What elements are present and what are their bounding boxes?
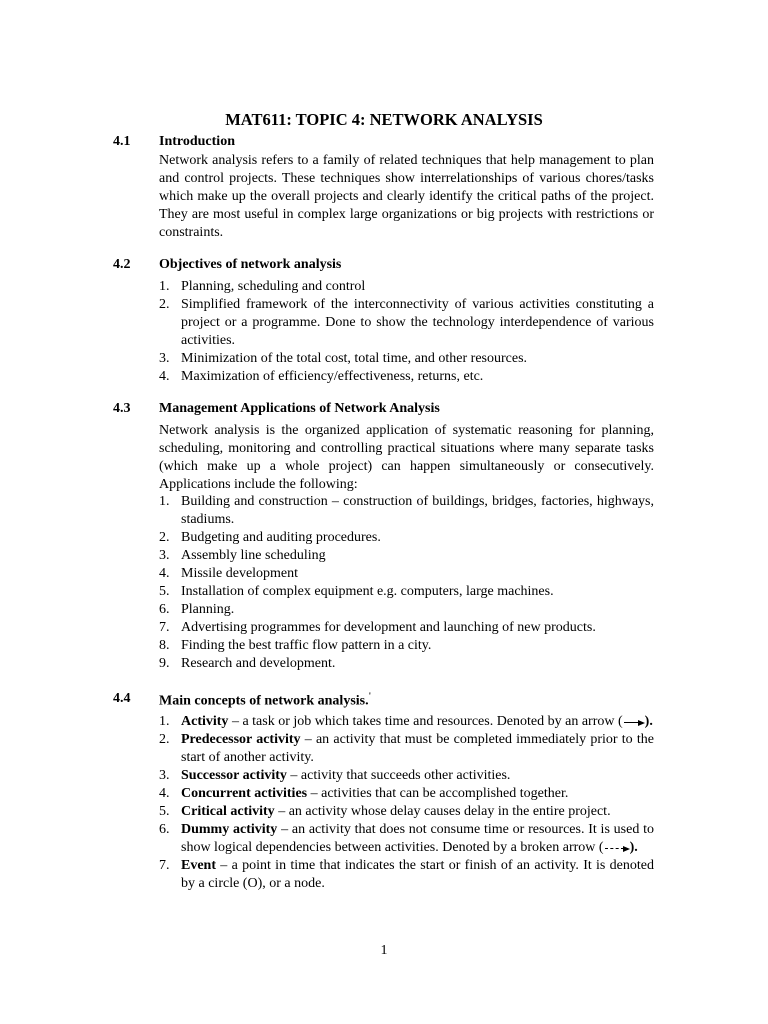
section-number: 4.3 xyxy=(113,401,131,416)
list-number: 2. xyxy=(159,732,170,747)
applications-list xyxy=(159,493,654,673)
applications-paragraph: Network analysis is the organized application of systematic reasoning for planning, scheduling, monitoring and controlling practical situations where many separate tasks (which make up a whole project) can happen simultaneously or consecutively. Applications include the following: xyxy=(159,423,654,492)
list-item xyxy=(159,296,654,350)
concept-definition: – an activity that must be completed immediately prior to the start of another activity. xyxy=(181,732,654,765)
list-number: 4. xyxy=(159,786,170,801)
list-item xyxy=(159,713,654,731)
list-item xyxy=(159,278,654,296)
list-number: 1. xyxy=(159,279,170,294)
list-item xyxy=(159,493,654,529)
concepts-list xyxy=(159,713,654,893)
list-item xyxy=(159,529,654,547)
section-number: 4.1 xyxy=(113,134,131,149)
concept-definition: – an activity whose delay causes delay in the entire project. xyxy=(274,804,611,819)
list-text: Installation of complex equipment e.g. computers, large machines. xyxy=(181,584,554,599)
section-title: Management Applications of Network Analysis xyxy=(159,401,440,416)
concept-term: Dummy activity xyxy=(181,822,278,837)
list-number: 7. xyxy=(159,858,170,873)
section-title xyxy=(159,691,371,710)
list-item xyxy=(159,785,654,803)
list-number: 2. xyxy=(159,530,170,545)
list-number: 2. xyxy=(159,297,170,312)
list-text: Assembly line scheduling xyxy=(181,548,326,563)
list-item xyxy=(159,767,654,785)
list-item xyxy=(159,857,654,893)
list-number: 3. xyxy=(159,548,170,563)
page-title: MAT611: TOPIC 4: NETWORK ANALYSIS xyxy=(225,110,543,129)
list-number: 5. xyxy=(159,584,170,599)
concept-definition: – activity that succeeds other activities. xyxy=(286,768,511,783)
list-item xyxy=(159,583,654,601)
objectives-list xyxy=(159,278,654,386)
list-number: 6. xyxy=(159,822,170,837)
list-item xyxy=(159,565,654,583)
section-title-text: Main concepts of network analysis. xyxy=(159,693,369,709)
concept-definition: – an activity that does not consume time or resources. It is used to show logical dependencies between activities. Denoted by a broken arrow ( xyxy=(181,822,654,855)
list-item xyxy=(159,368,654,386)
list-text: Advertising programmes for development and launching of new products. xyxy=(181,620,596,635)
list-item xyxy=(159,655,654,673)
section-title: Introduction xyxy=(159,134,235,149)
list-text: Planning. xyxy=(181,602,235,617)
concept-tail: ). xyxy=(629,840,638,855)
list-item xyxy=(159,803,654,821)
concept-term: Successor activity xyxy=(181,768,287,783)
list-text: Building and construction – construction of buildings, bridges, factories, highways, stadiums. xyxy=(181,494,654,527)
section-number: 4.2 xyxy=(113,257,131,272)
list-text: Finding the best traffic flow pattern in a city. xyxy=(181,638,432,653)
dashed-arrow-icon xyxy=(604,841,630,851)
concept-tail: ). xyxy=(644,714,653,729)
list-item xyxy=(159,731,654,767)
concept-term: Activity xyxy=(181,714,229,729)
list-item xyxy=(159,619,654,637)
concept-definition: – a point in time that indicates the start or finish of an activity. It is denoted by a circle (O), or a node. xyxy=(181,858,654,891)
list-text: Research and development. xyxy=(181,656,336,671)
list-text: Planning, scheduling and control xyxy=(181,279,366,294)
list-text: Minimization of the total cost, total time, and other resources. xyxy=(181,351,528,366)
section-title: Objectives of network analysis xyxy=(159,257,342,272)
list-text: Budgeting and auditing procedures. xyxy=(181,530,381,545)
list-number: 4. xyxy=(159,566,170,581)
list-item xyxy=(159,637,654,655)
list-item xyxy=(159,601,654,619)
list-number: 8. xyxy=(159,638,170,653)
list-number: 7. xyxy=(159,620,170,635)
concept-term: Predecessor activity xyxy=(181,732,301,747)
page-number: 1 xyxy=(380,943,388,958)
list-item xyxy=(159,350,654,368)
list-text: Missile development xyxy=(181,566,299,581)
concept-definition: – activities that can be accomplished together. xyxy=(307,786,569,801)
list-item xyxy=(159,821,654,857)
concept-term: Concurrent activities xyxy=(181,786,308,801)
section-number: 4.4 xyxy=(113,691,131,706)
list-number: 3. xyxy=(159,768,170,783)
list-number: 4. xyxy=(159,369,170,384)
list-item xyxy=(159,547,654,565)
concept-term: Critical activity xyxy=(181,804,275,819)
list-number: 1. xyxy=(159,714,170,729)
list-text: Simplified framework of the interconnectivity of various activities constituting a project or a programme. Done to show the technology interdependence of various activities. xyxy=(181,297,654,348)
section-title-mark: ' xyxy=(368,691,372,701)
concept-term: Event xyxy=(181,858,216,873)
concept-definition: – a task or job which takes time and resources. Denoted by an arrow ( xyxy=(228,714,623,729)
list-number: 3. xyxy=(159,351,170,366)
list-number: 6. xyxy=(159,602,170,617)
solid-arrow-icon xyxy=(623,715,645,725)
list-text: Maximization of efficiency/effectiveness, returns, etc. xyxy=(181,369,484,384)
list-number: 9. xyxy=(159,656,170,671)
list-number: 1. xyxy=(159,494,170,509)
intro-paragraph: Network analysis refers to a family of related techniques that help management to plan and control projects. These techniques show interrelationships of various chores/tasks which make up the overall projects and clearly identify the critical paths of the project. They are most useful in complex large organizations or big projects with restrictions or constraints. xyxy=(159,153,654,240)
list-number: 5. xyxy=(159,804,170,819)
